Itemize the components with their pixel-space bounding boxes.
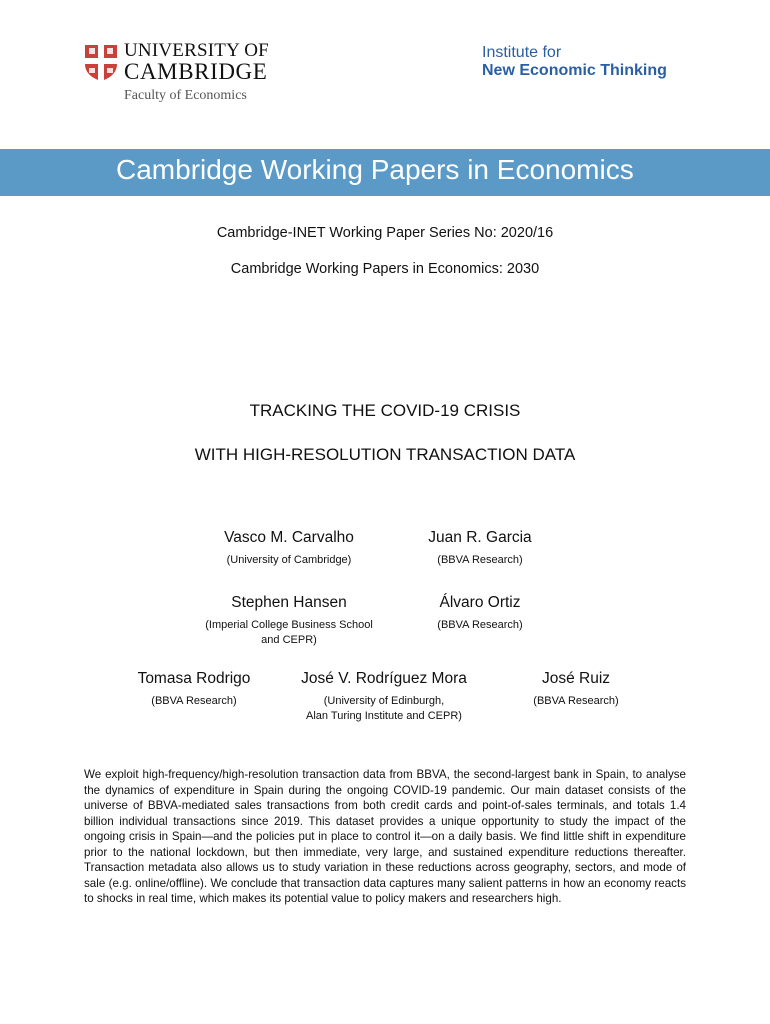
cambridge-shield-icon — [84, 44, 118, 82]
inet-series-number: Cambridge-INET Working Paper Series No: 2020/16 — [216, 225, 554, 241]
author-name: Tomasa Rodrigo — [137, 670, 251, 687]
inet-logo — [482, 44, 702, 84]
author-affiliation: (BBVA Research) — [533, 695, 619, 707]
author-block — [274, 670, 494, 724]
author-name: Stephen Hansen — [231, 594, 347, 611]
paper-title-line1: TRACKING THE COVID-19 CRISIS — [249, 401, 521, 420]
author-name: Álvaro Ortiz — [439, 594, 521, 611]
author-affiliation: (University of Cambridge) — [226, 554, 352, 566]
author-affiliation: (BBVA Research) — [437, 554, 523, 566]
author-block — [179, 594, 399, 648]
author-block — [189, 529, 389, 568]
author-affiliation: (BBVA Research) — [151, 695, 237, 707]
paper-title-line2: WITH HIGH-RESOLUTION TRANSACTION DATA — [194, 445, 576, 464]
inet-line1: Institute for — [482, 44, 562, 61]
author-name: Vasco M. Carvalho — [224, 529, 354, 546]
author-name: José V. Rodríguez Mora — [301, 670, 467, 687]
inet-line2: New Economic Thinking — [482, 62, 667, 79]
series-banner — [0, 149, 770, 196]
abstract: We exploit high-frequency/high-resolution transaction data from BBVA, the second-largest bank in Spain, to analyse the dynamics of expenditure in Spain during the ongoing COVID-19 pandemic. Our main dataset consists of the universe of BBVA-mediated sales transactions from both credit cards and point-of-sales terminals, and totals 1.4 billion individual transactions since 2019. This dataset provides a unique opportunity to study the impact of the ongoing crisis in Spain—and the policies put in place to control it—on a daily basis. We find little shift in expenditure prior to the national lockdown, but then immediate, very large, and sustained expenditure reductions thereafter. Transaction metadata also allows us to study variation in these reductions across geography, sectors, and mode of sale (e.g. online/offline). We conclude that transaction data captures many salient patterns in how an economy reacts to shocks in real time, which makes its potential value to policy makers and researchers high. — [84, 768, 686, 905]
author-affiliation: (BBVA Research) — [437, 619, 523, 631]
author-block — [390, 594, 570, 633]
university-line1: UNIVERSITY OF — [124, 40, 269, 61]
author-block — [390, 529, 570, 568]
author-affiliation: (Imperial College Business School and CEPR) — [205, 619, 373, 646]
author-name: Juan R. Garcia — [428, 529, 532, 546]
cwpe-number: Cambridge Working Papers in Economics: 2030 — [230, 261, 540, 277]
banner-title: Cambridge Working Papers in Economics — [116, 154, 634, 185]
author-block — [486, 670, 666, 709]
faculty-name: Faculty of Economics — [124, 88, 247, 103]
university-line2: CAMBRIDGE — [124, 59, 268, 84]
author-name: José Ruiz — [541, 670, 611, 687]
cambridge-logo — [84, 42, 284, 106]
author-block — [104, 670, 284, 709]
author-affiliation: (University of Edinburgh, Alan Turing Institute and CEPR) — [306, 695, 462, 722]
